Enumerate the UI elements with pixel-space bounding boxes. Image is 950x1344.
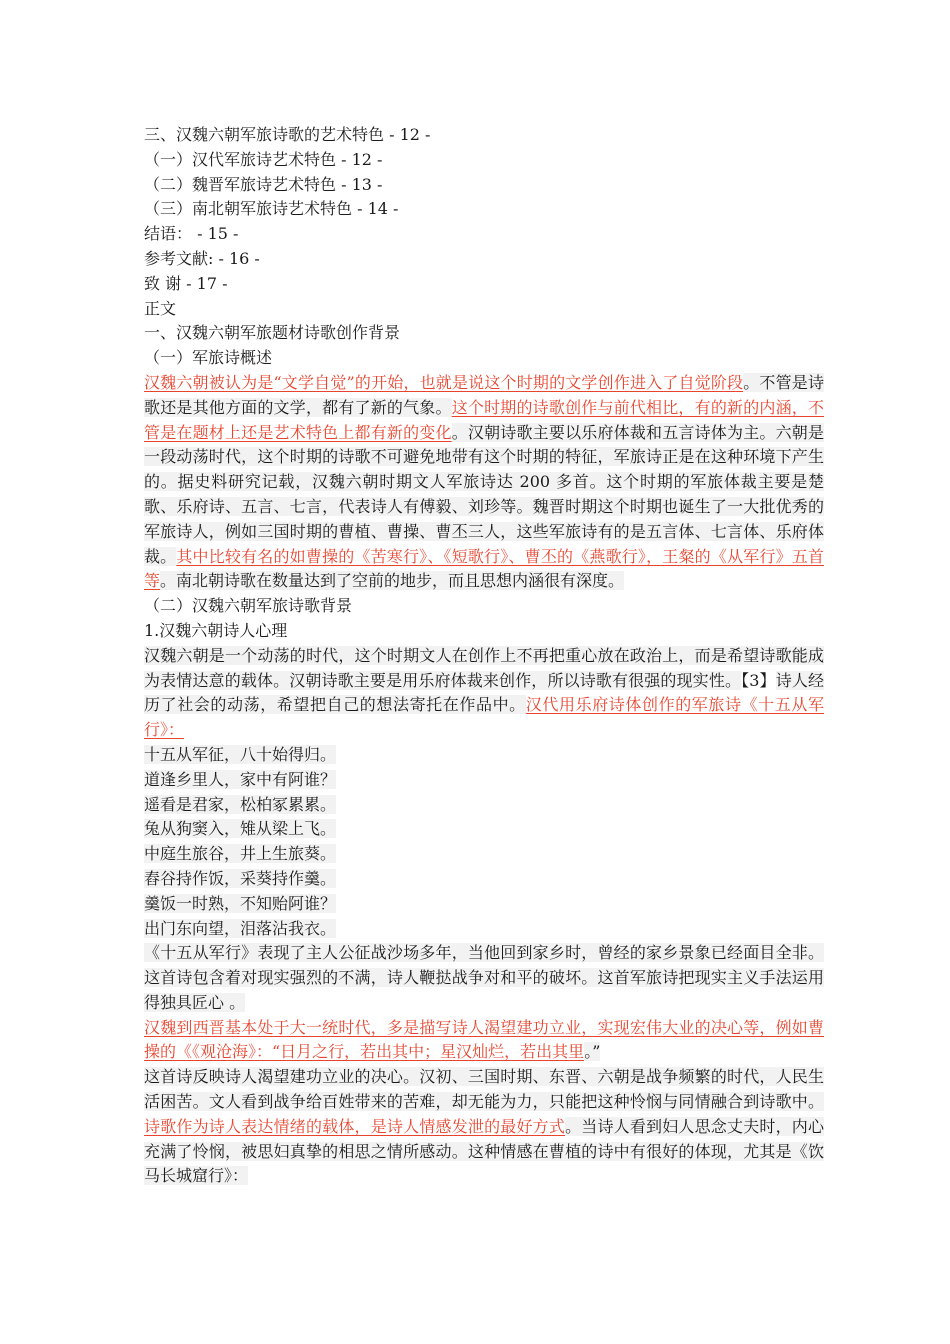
poem-line [144,768,824,793]
poem-line-text: 中庭生旅谷，井上生旅葵。 [144,844,337,864]
paragraph-text: 。当诗人看到妇人思念丈夫时，内心充满了怜悯，被思妇真挚的相思之情所感动。这种情感在曹植的诗中有很好的体现，尤其是《饮马长城窟行》： [144,1116,824,1186]
paragraph-overview [144,371,824,594]
poem-line [144,842,824,867]
poem-line-text: 十五从军征，八十始得归。 [144,744,337,764]
paragraph-poem-analysis [144,941,824,1015]
highlighted-text: 汉魏六朝被认为是“文学自觉”的开始，也就是说这个时期的文学创作进入了自觉阶段 [144,372,744,392]
poem-line-text: 舂谷持作饭，采葵持作羹。 [144,868,337,888]
paragraph-text: 《十五从军行》表现了主人公征战沙场多年，当他回到家乡时，曾经的家乡景象已经面目全非。这首诗包含着对现实强烈的不满，诗人鞭挞战争对和平的破坏。这首军旅诗把现实主义手法运用得独具匠心 。 [144,943,824,1012]
paragraph-text: 。南北朝诗歌在数量达到了空前的地步，而且思想内涵很有深度。 [160,571,625,591]
subsection-heading: （二）汉魏六朝军旅诗歌背景 [144,596,353,616]
poem-line [144,793,824,818]
document-page [144,123,824,1189]
poem-line-text: 道逢乡里人，家中有阿谁？ [144,769,337,789]
highlighted-text: 这个时期的诗歌创作与前代相比，有的新的内涵，不管是在题材上还是艺术特色上都有新的变化 [144,397,824,442]
poem-line-text: 遥看是君家，松柏冢累累。 [144,794,337,814]
poem-line-text: 羹饭一时熟，不知贻阿谁？ [144,893,337,913]
paragraph-text: 。不管是诗歌还是其他方面的文学，都有了新的气象。 [144,372,824,417]
highlighted-text: 汉代用乐府诗体创作的军旅诗《十五从军行》： [144,695,824,740]
toc-entry: （一）汉代军旅诗艺术特色 - 12 - [144,149,383,169]
paragraph-text: 汉魏六朝是一个动荡的时代，这个时期文人在创作上不再把重心放在政治上，而是希望诗歌能成为表情达意的载体。汉朝诗歌主要是用乐府体裁来创作，所以诗歌有很强的现实性。 [144,645,824,690]
subsubsection-heading: 1.汉魏六朝诗人心理 [144,620,288,640]
paragraph-unification-era [144,1016,824,1066]
poem-line [144,743,824,768]
toc-entry: 参考文献: - 16 - [144,248,260,268]
highlighted-text: 其中比较有名的如曹操的《苦寒行》、《短歌行》、曹丕的《燕歌行》，王粲的《从军行》五首等 [144,546,824,591]
highlighted-text: 汉魏到西晋基本处于大一统时代，多是描写诗人渴望建功立业，实现宏伟大业的决心等，例如曹操的《《观沧海》：“日月之行，若出其中；星汉灿烂，若出其里 [144,1017,824,1062]
poem-line-text: 出门东向望，泪落沾我衣。 [144,918,337,938]
subsection-heading: （一）军旅诗概述 [144,348,273,368]
poem-line [144,867,824,892]
body-title: 正文 [144,298,177,318]
toc-entry: （三）南北朝军旅诗艺术特色 - 14 - [144,199,399,219]
poem-line [144,917,824,942]
toc-entry: 致 谢 - 17 - [144,273,228,293]
paragraph-text: 。” [584,1042,601,1062]
poem-line [144,817,824,842]
highlighted-text: 诗歌作为诗人表达情绪的载体，是诗人情感发泄的最好方式 [144,1116,566,1136]
paragraph-text: 这首诗反映诗人渴望建功立业的决心。汉初、三国时期、东晋、六朝是战争频繁的时代，人民生活困苦。文人看到战争给百姓带来的苦难，却无能为力，只能把这种怜悯与同情融合到诗歌中。 [144,1067,824,1112]
paragraph-text: 。汉朝诗歌主要以乐府体裁和五言诗体为主。六朝是一段动荡时代，这个时期的诗歌不可避免地带有这个时期的特征，军旅诗正是在这种环境下产生的。据史料研究记载，汉魏六朝时期文人军旅诗达 200 多首。这个时期的军旅体裁主要是楚歌、乐府诗、五言、七言，代表诗人有傅毅、刘珍等。魏晋时期这个时期也诞生了一大批优秀的军旅诗人，例如三国时期的曹植、曹操、曹丕三人，这些军旅诗有的是五言体、七言体、乐府体裁。 [144,422,824,566]
paragraph-text: 诗人经历了社会的动荡，希望把自己的想法寄托在作品中。 [144,670,824,715]
reference-marker: 【3】 [741,670,776,690]
poem-line [144,892,824,917]
toc-entry: 结语： - 15 - [144,224,239,244]
toc-entry: （二）魏晋军旅诗艺术特色 - 13 - [144,174,383,194]
poem-line-text: 兔从狗窦入，雉从梁上飞。 [144,819,337,839]
paragraph-poet-psychology [144,644,824,743]
toc-entry: 三、汉魏六朝军旅诗歌的艺术特色 - 12 - [144,125,431,144]
paragraph-poet-emotion [144,1065,824,1189]
section-heading: 一、汉魏六朝军旅题材诗歌创作背景 [144,323,401,343]
